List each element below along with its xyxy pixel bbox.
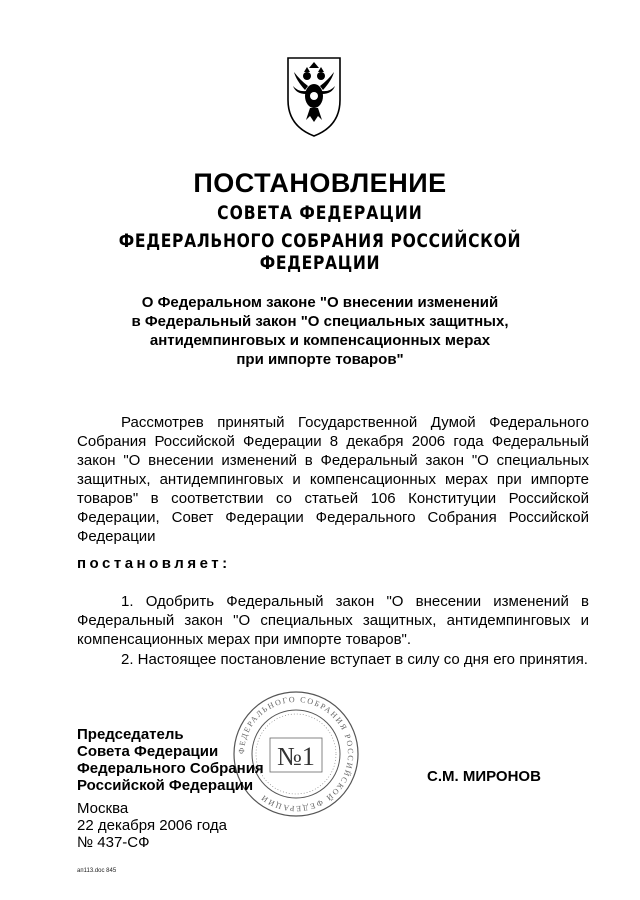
city: Москва: [77, 800, 129, 817]
position-line: Председатель: [77, 726, 184, 743]
resolution-item-2: 2. Настоящее постановление вступает в силу со дня его принятия.: [121, 651, 588, 668]
resolution-item-1: 1. Одобрить Федеральный закон "О внесении изменений в Федеральный закон "О специальных защитных, антидемпинговых и компенсационных мерах при импорте товаров".: [77, 593, 589, 648]
subject-line: антидемпинговых и компенсационных мерах: [149, 332, 491, 349]
issuing-body-line2: ФЕДЕРАЛЬНОГО СОБРАНИЯ РОССИЙСКОЙ ФЕДЕРАЦИИ: [118, 230, 522, 274]
subject-line: при импорте товаров": [236, 351, 404, 368]
position-line: Российской Федерации: [77, 777, 254, 794]
place-date-number: [77, 800, 227, 851]
document-number: № 437-СФ: [77, 834, 150, 851]
date: 22 декабря 2006 года: [77, 817, 228, 834]
position-line: Совета Федерации: [77, 743, 219, 760]
stamp-number: №1: [277, 742, 315, 771]
signatory-name: С.М. МИРОНОВ: [427, 768, 541, 785]
double-headed-eagle-emblem-icon: [282, 50, 346, 140]
signatory-position: [77, 726, 264, 794]
subject-line: в Федеральный закон "О специальных защитных,: [131, 313, 509, 330]
document-subject: [90, 293, 550, 369]
main-paragraph: Рассмотрев принятый Государственной Думой Федерального Собрания Российской Федерации 8 декабря 2006 года Федеральный закон "О внесении изменений в Федеральный закон "О специальных защитных, антидемпинговых и компенсационных мерах при импорте товаров" в соответствии со статьей 106 Конституции Российской Федерации, Совет Федерации Федерального Собрания Российской Федерации: [77, 414, 589, 545]
subject-line: О Федеральном законе "О внесении изменений: [141, 294, 499, 311]
file-reference: ап113.doc 845: [77, 868, 117, 874]
position-line: Федерального Собрания: [77, 760, 264, 777]
issuing-body-line1: СОВЕТА ФЕДЕРАЦИИ: [217, 202, 423, 224]
stamp-ring-text: ФЕДЕРАЛЬНОГО СОБРАНИЯ РОССИЙСКОЙ ФЕДЕРАЦИИ: [236, 694, 356, 814]
decree-word: постановляет:: [77, 555, 231, 572]
document-title: ПОСТАНОВЛЕНИЕ: [193, 168, 447, 198]
